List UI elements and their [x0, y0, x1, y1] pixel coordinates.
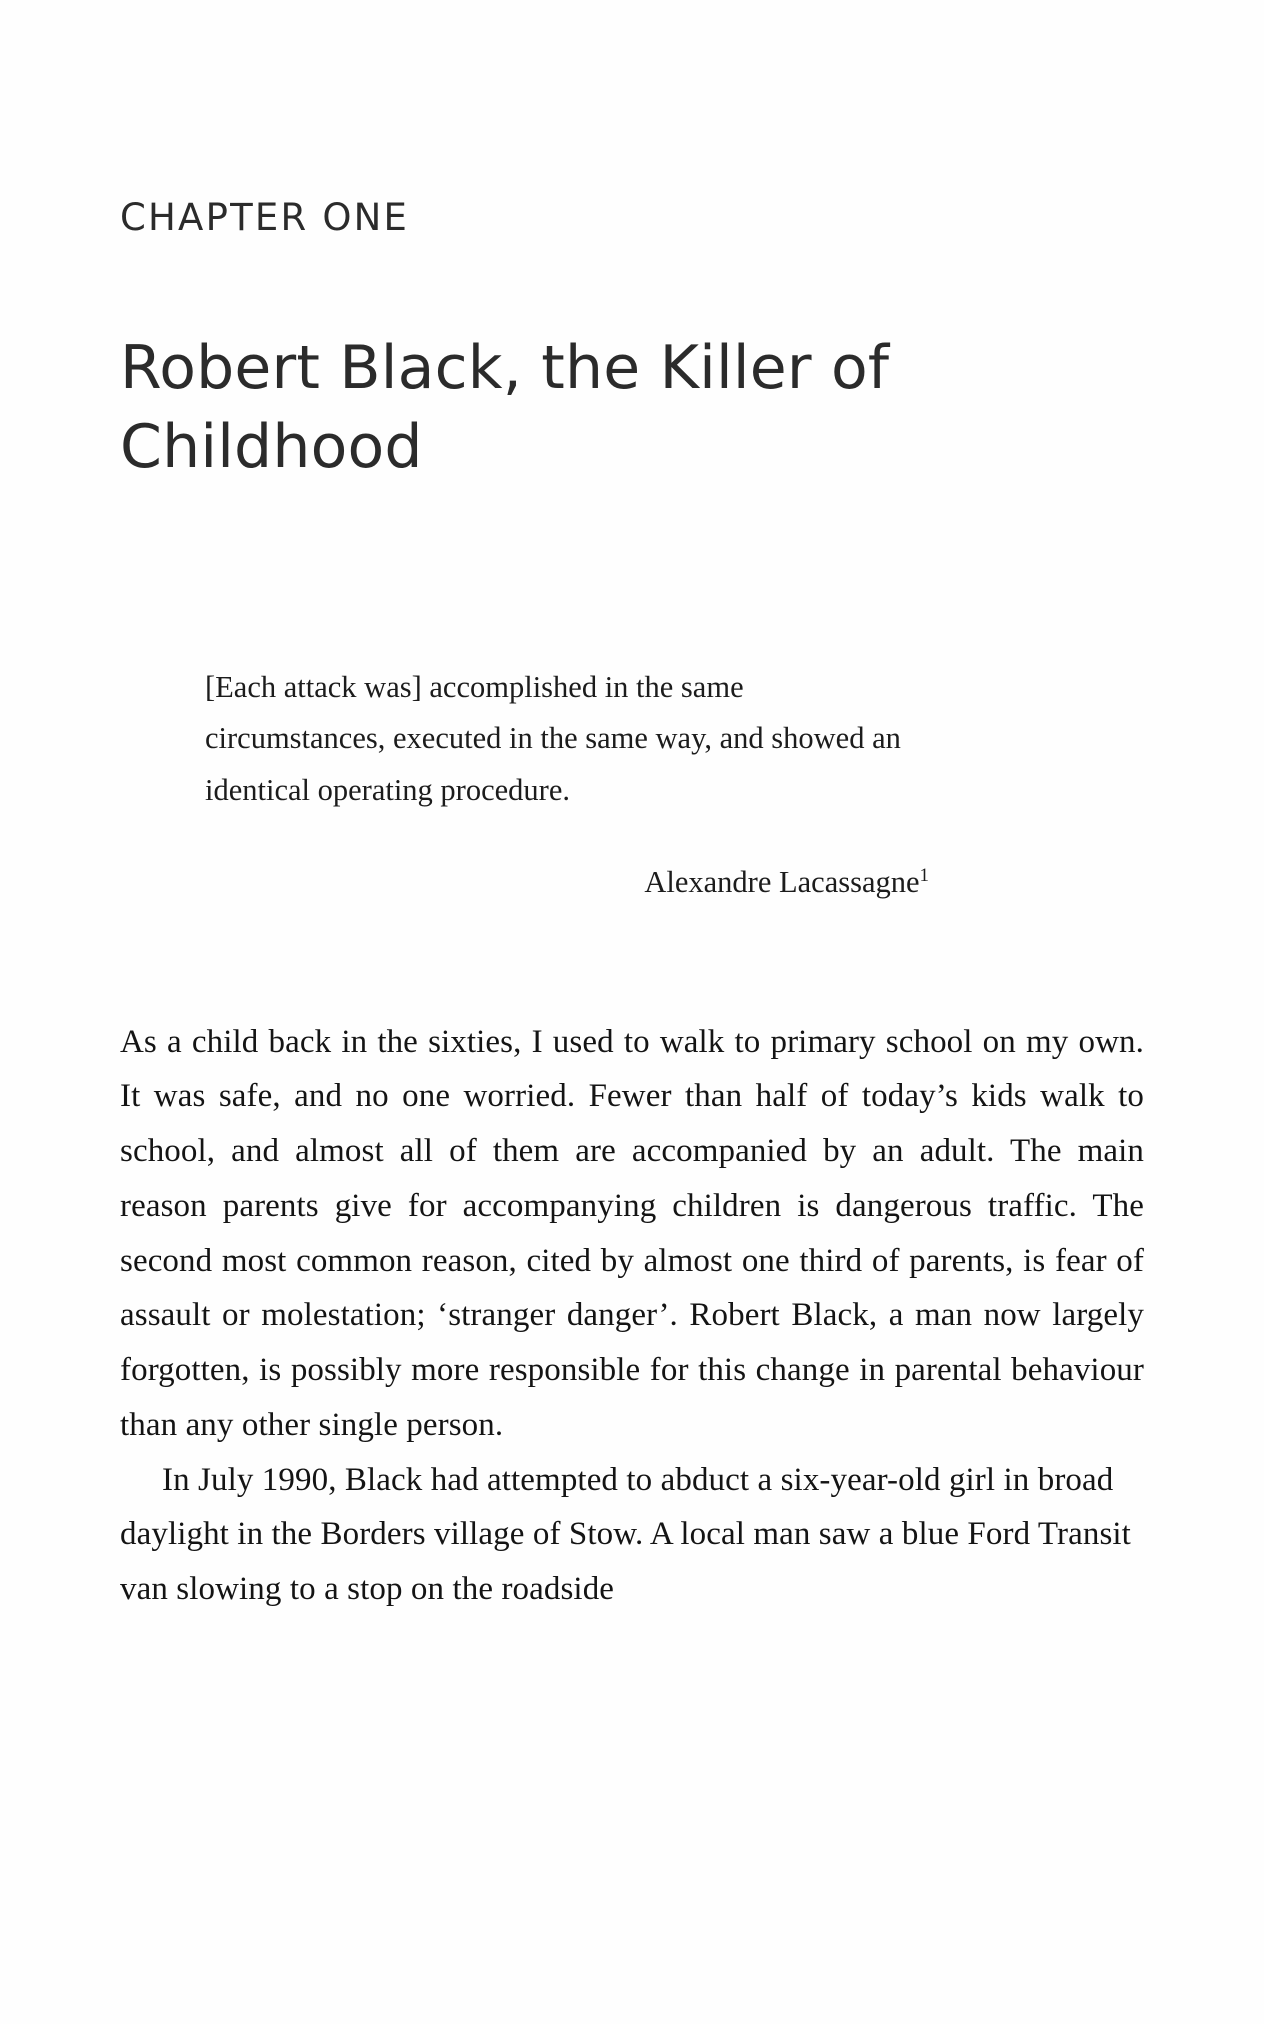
body-text: [120, 907, 1144, 1617]
epigraph-quote: [Each attack was] accomplished in the same circumstances, executed in the same way, and showed an identical operating procedure.: [205, 670, 901, 807]
paragraph: In July 1990, Black had attempted to abduct a six-year-old girl in broad daylight in the Borders village of Stow. A local man saw a blue Ford Transit van slowing to a stop on the roadside: [120, 1461, 1131, 1608]
paragraph: As a child back in the sixties, I used to walk to primary school on my own. It was safe, and no one worried. Fewer than half of today’s kids walk to school, and almost all of them are accompanied by an adult. The main reason parents give for accompanying children is dangerous traffic. The second most common reason, cited by almost one third of parents, is fear of assault or molestation; ‘stranger danger’. Robert Black, a man now largely forgotten, is possibly more responsible for this change in parental behaviour than any other single person.: [120, 1023, 1144, 1443]
epigraph-attribution: [205, 816, 929, 907]
page-title: Robert Black, the Killer of Childhood: [120, 332, 890, 482]
epigraph: [120, 487, 1144, 907]
chapter-label: CHAPTER ONE: [120, 196, 410, 239]
epigraph-attribution-name: Alexandre Lacassagne: [644, 864, 920, 899]
footnote-marker: 1: [919, 864, 929, 886]
